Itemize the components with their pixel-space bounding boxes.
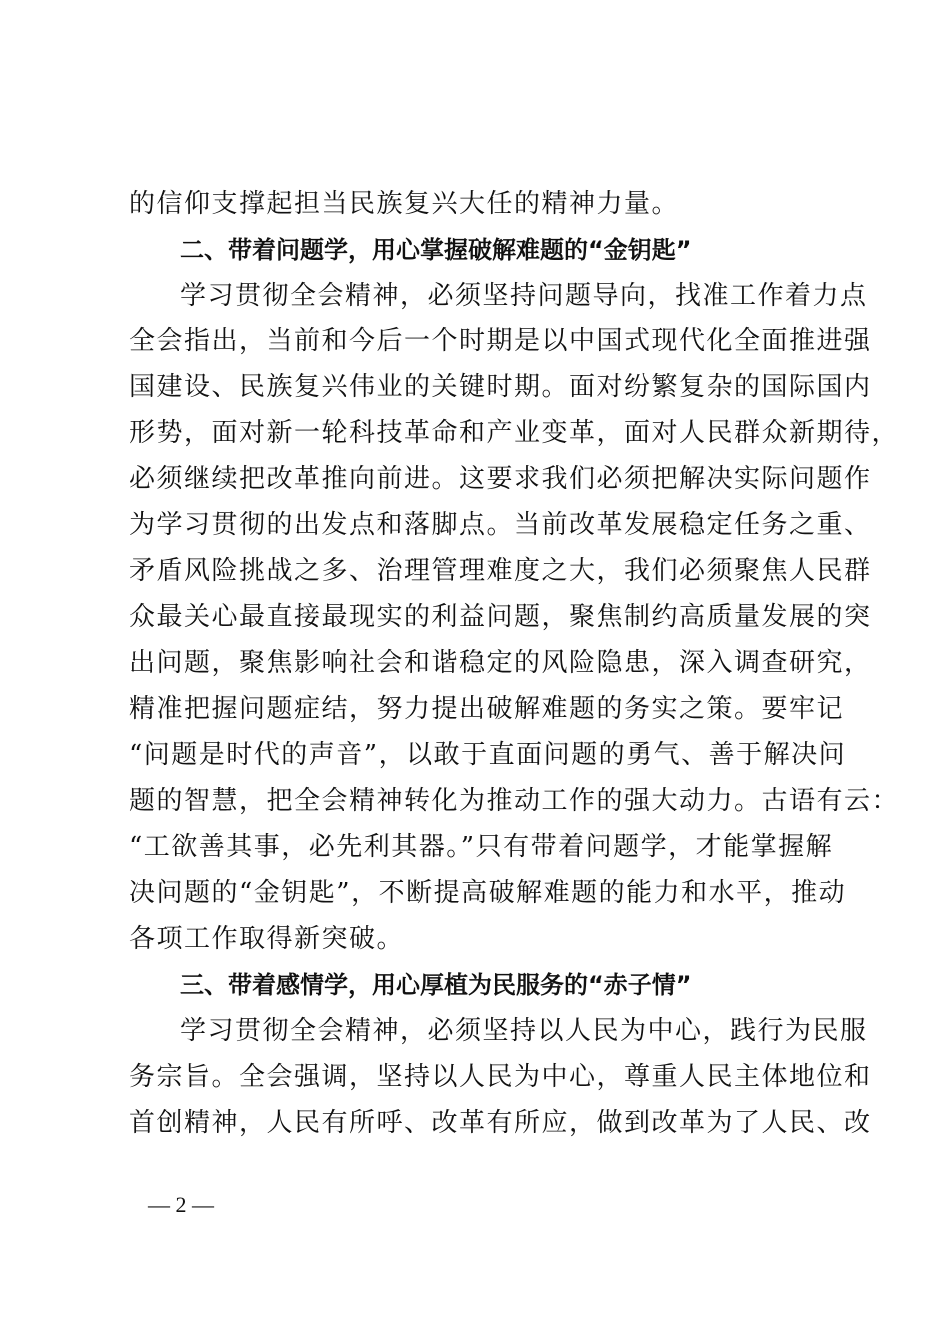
body-line: 必须继续把改革推向前进。这要求我们必须把解决实际问题作 [129,464,872,494]
body-line: 众最关心最直接最现实的利益问题，聚焦制约高质量发展的突 [129,602,872,632]
body-line: 精准把握问题症结，努力提出破解难题的务实之策。要牢记 [129,694,845,724]
page-number: — 2 — [148,1192,214,1217]
body-line: 国建设、民族复兴伟业的关键时期。面对纷繁复杂的国际国内 [129,372,872,402]
body-line: 形势，面对新一轮科技革命和产业变革，面对人民群众新期待， [129,418,900,448]
body-line: 题的智慧，把全会精神转化为推动工作的强大动力。古语有云： [129,786,900,816]
body-line: 矛盾风险挑战之多、治理管理难度之大，我们必须聚焦人民群 [129,556,872,586]
body-line: 全会指出，当前和今后一个时期是以中国式现代化全面推进强 [129,326,872,356]
section-heading-3: 三、带着感情学，用心厚植为民服务的“赤子情” [180,971,692,999]
body-line: 首创精神，人民有所呼、改革有所应，做到改革为了人民、改 [129,1108,872,1138]
body-line: 出问题，聚焦影响社会和谐稳定的风险隐患，深入调查研究， [129,648,872,678]
body-line: 的信仰支撑起担当民族复兴大任的精神力量。 [129,189,680,219]
body-line: “问题是时代的声音”，以敢于直面问题的勇气、善于解决问 [129,740,847,770]
body-line: 学习贯彻全会精神，必须坚持以人民为中心，践行为民服 [180,1016,868,1046]
section-heading-2: 二、带着问题学，用心掌握破解难题的“金钥匙” [180,236,692,264]
body-line: “工欲善其事，必先利其器。”只有带着问题学，才能掌握解 [129,832,834,862]
body-line: 各项工作取得新突破。 [129,924,405,954]
body-line: 学习贯彻全会精神，必须坚持问题导向，找准工作着力点 [180,281,868,311]
body-line: 为学习贯彻的出发点和落脚点。当前改革发展稳定任务之重、 [129,510,872,540]
body-line: 决问题的“金钥匙”，不断提高破解难题的能力和水平，推动 [129,878,847,908]
body-line: 务宗旨。全会强调，坚持以人民为中心，尊重人民主体地位和 [129,1062,872,1092]
